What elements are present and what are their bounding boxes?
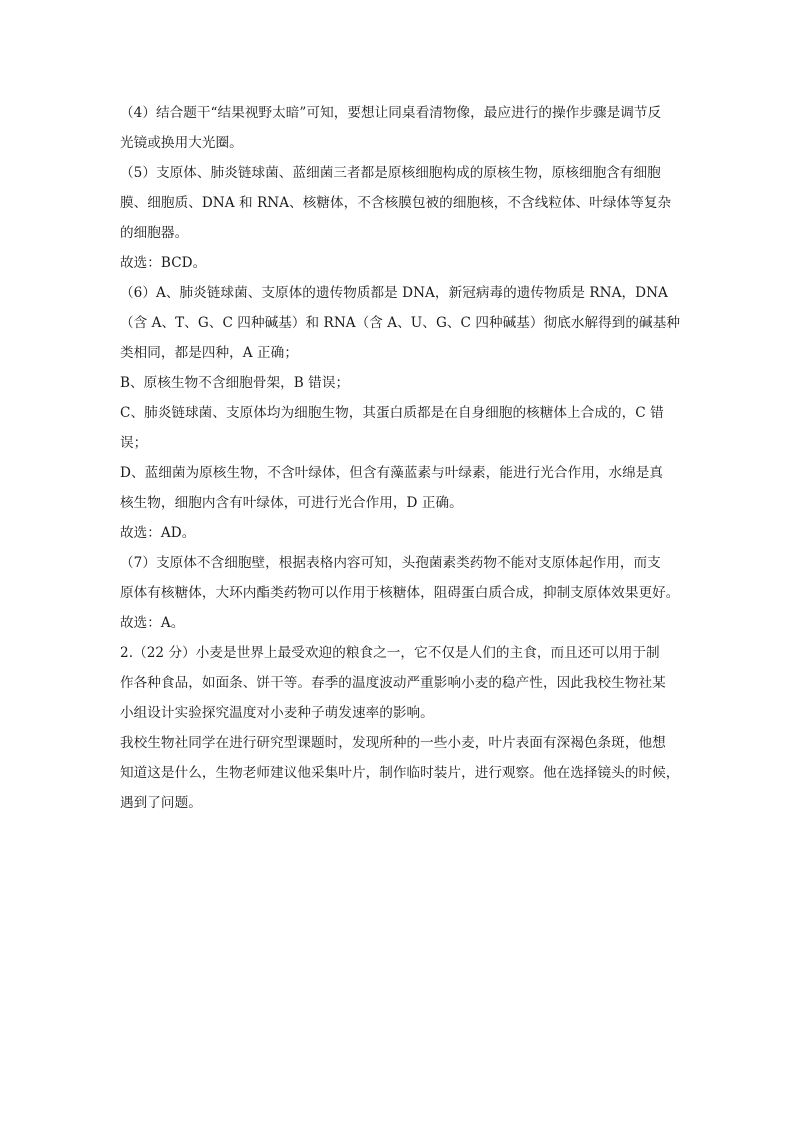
question-line: 我校生物社同学在进行研究型课题时，发现所种的一些小麦，叶片表面有深褐色条斑，他想 <box>120 735 666 751</box>
text-line: （4）结合题干“结果视野太暗”可知，要想让同桌看清物像，最应进行的操作步骤是调节反 <box>120 105 662 121</box>
answer-line: 故选：BCD。 <box>120 255 207 271</box>
answer-line: 故选：A。 <box>120 615 185 631</box>
text-line: B、原核生物不含细胞骨架，B 错误； <box>120 375 350 391</box>
question-line: 作各种食品，如面条、饼干等。春季的温度波动严重影响小麦的稳产性，因此我校生物社某 <box>120 675 666 691</box>
document-page <box>120 98 680 818</box>
text-line: 核生物，细胞内含有叶绿体，可进行光合作用，D 正确。 <box>120 495 463 511</box>
answer-line: 故选：AD。 <box>120 525 196 541</box>
text-line: 误； <box>120 435 148 451</box>
text-line: （含 A、T、G、C 四种碱基）和 RNA（含 A、U、G、C 四种碱基）彻底水解得到的碱基种 <box>120 315 680 331</box>
text-line: 膜、细胞质、DNA 和 RNA、核糖体，不含核膜包被的细胞核，不含线粒体、叶绿体等复杂 <box>120 195 672 211</box>
question-line: 小组设计实验探究温度对小麦种子萌发速率的影响。 <box>120 705 434 721</box>
question-line: 遇到了问题。 <box>120 795 202 811</box>
question-line: 知道这是什么，生物老师建议他采集叶片，制作临时装片，进行观察。他在选择镜头的时候， <box>120 765 680 781</box>
text-line: 光镜或换用大光圈。 <box>120 135 243 151</box>
text-line: C、肺炎链球菌、支原体均为细胞生物，其蛋白质都是在自身细胞的核糖体上合成的，C 错 <box>120 405 664 421</box>
text-line: 原体有核糖体，大环内酯类药物可以作用于核糖体，阻碍蛋白质合成，抑制支原体效果更好。 <box>120 585 680 601</box>
text-line: （6）A、肺炎链球菌、支原体的遗传物质都是 DNA，新冠病毒的遗传物质是 RNA，DNA <box>120 285 668 301</box>
text-line: （5）支原体、肺炎链球菌、蓝细菌三者都是原核细胞构成的原核生物，原核细胞含有细胞 <box>120 165 661 181</box>
question-line: 2.（22 分）小麦是世界上最受欢迎的粮食之一，它不仅是人们的主食，而且还可以用于制 <box>120 645 660 661</box>
text-line: 的细胞器。 <box>120 225 189 241</box>
text-line: （7）支原体不含细胞壁，根据表格内容可知，头孢菌素类药物不能对支原体起作用，而支 <box>120 555 661 571</box>
text-line: D、蓝细菌为原核生物，不含叶绿体，但含有藻蓝素与叶绿素，能进行光合作用，水绵是真 <box>120 465 664 481</box>
text-line: 类相同，都是四种，A 正确； <box>120 345 298 361</box>
